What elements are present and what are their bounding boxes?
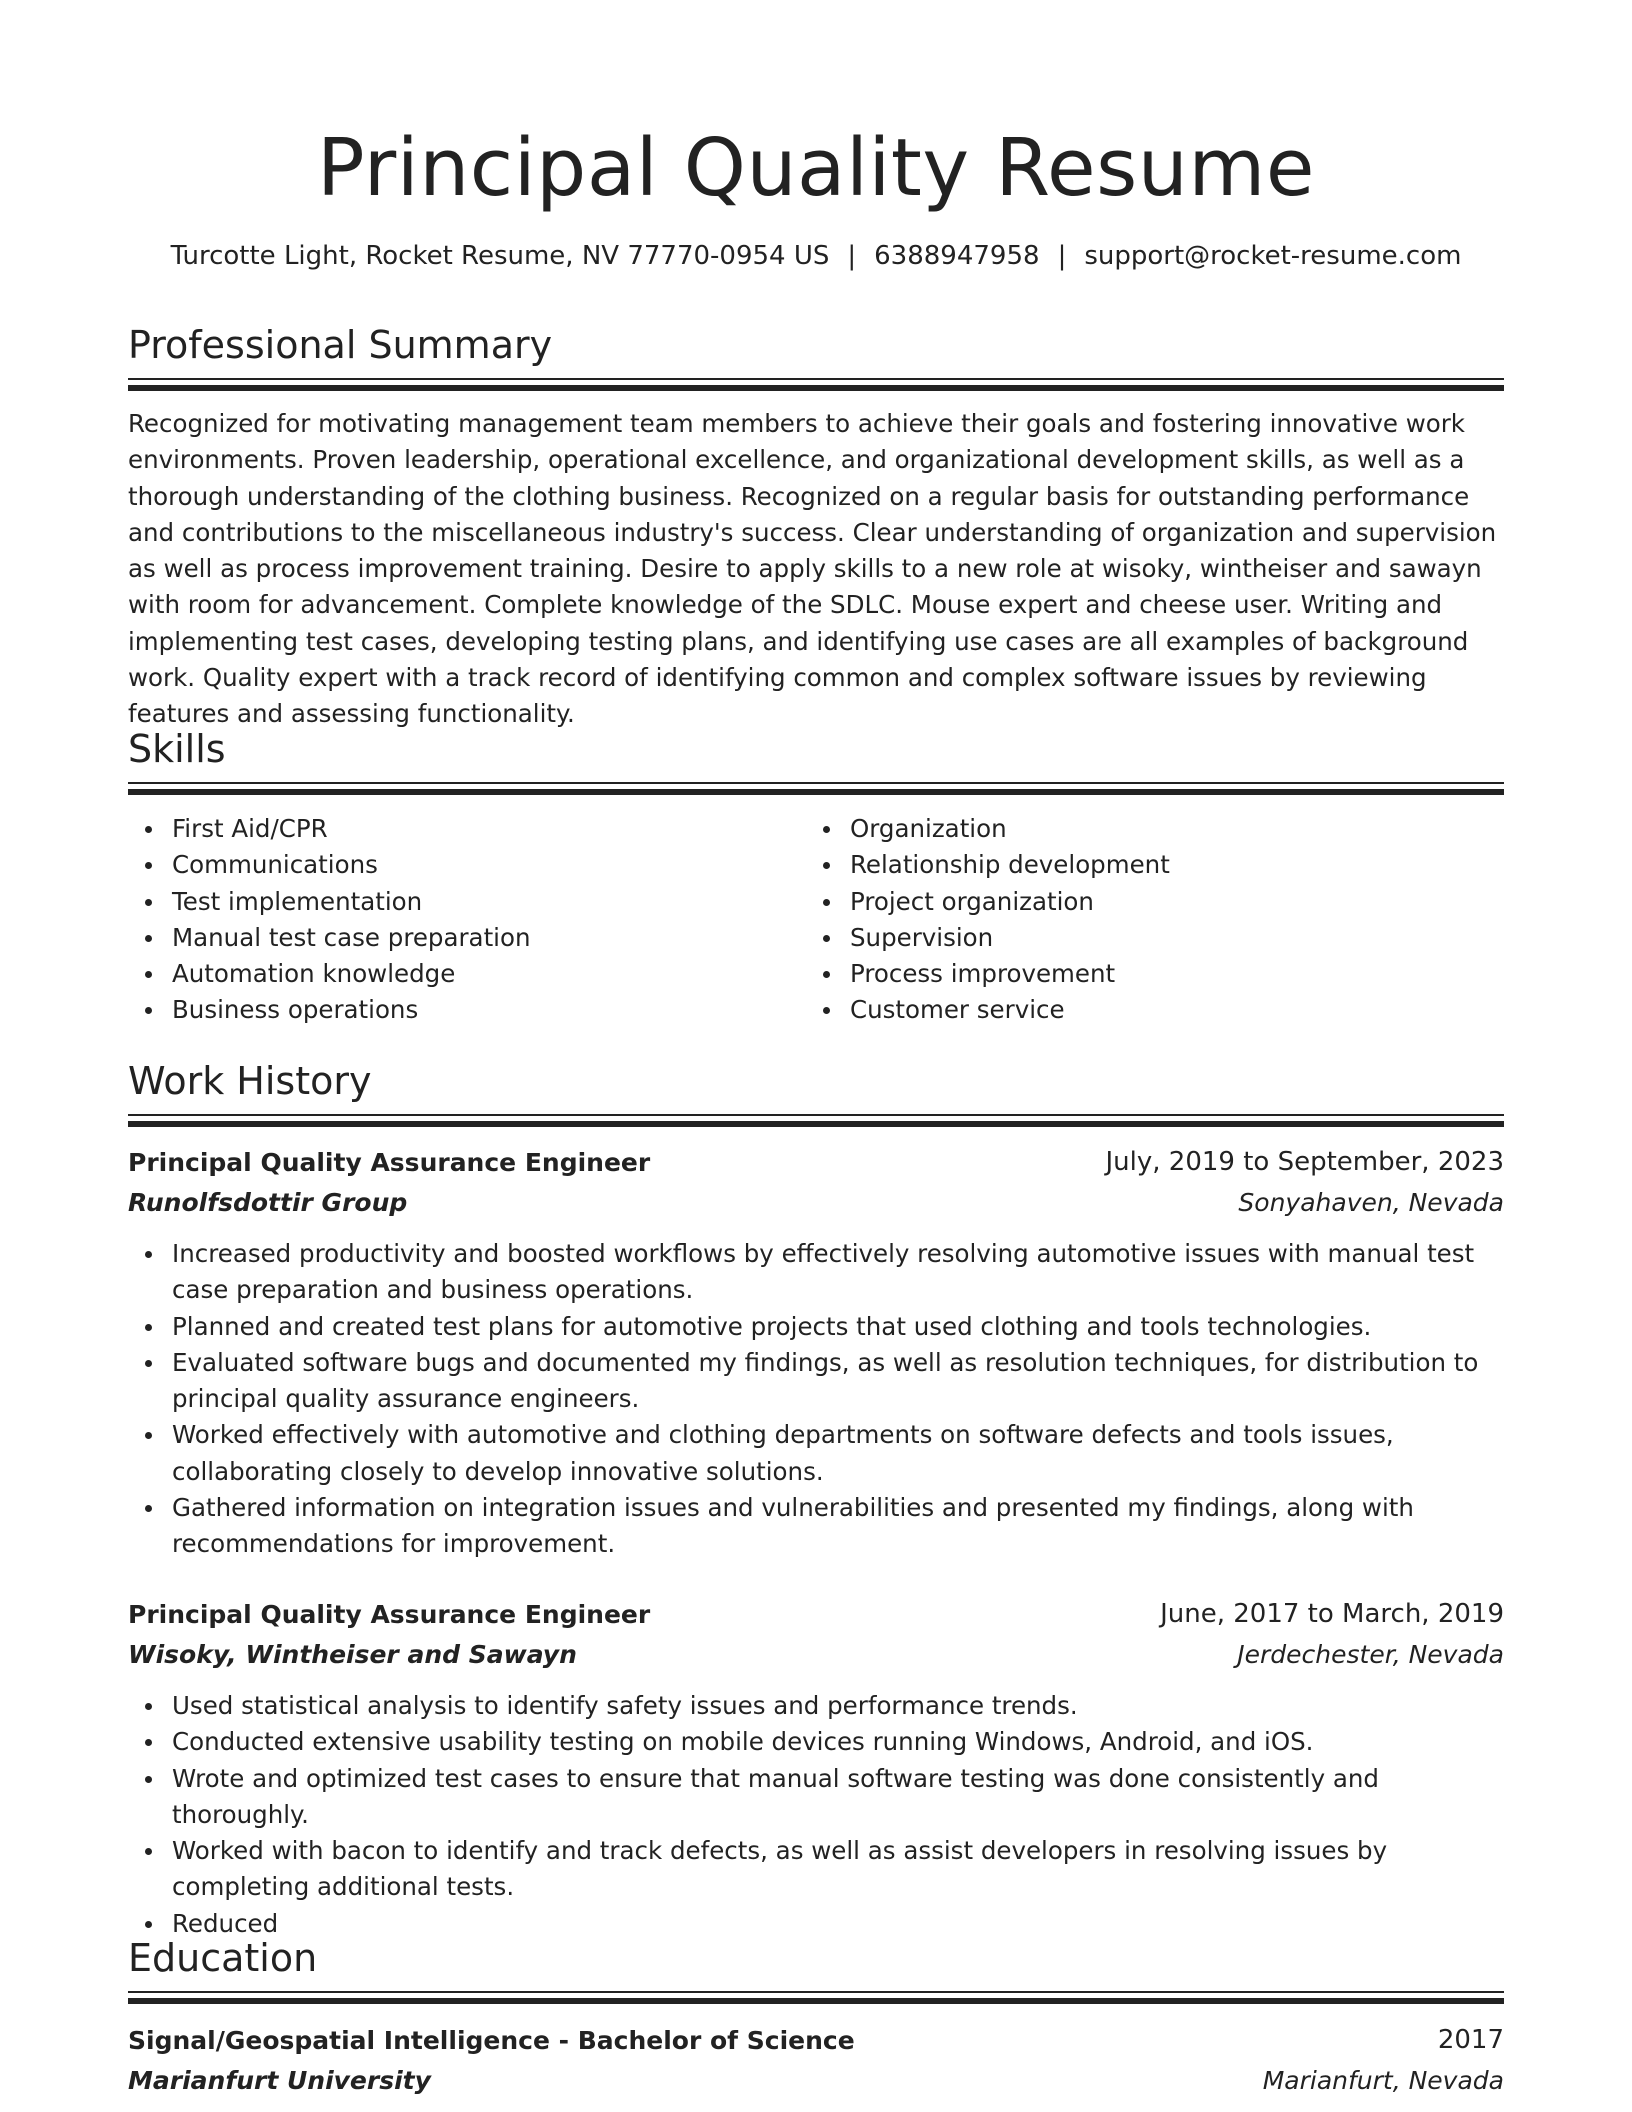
contact-line [128, 238, 1504, 274]
job-bullet: Wrote and optimized test cases to ensure that manual software testing was done consistently and thoroughly. [128, 1761, 1504, 1834]
job-dates: June, 2017 to March, 2019 [1160, 1599, 1504, 1629]
education-school: Marianfurt University [128, 2065, 431, 2095]
contact-separator: | [847, 241, 857, 271]
skill-item: Project organization [806, 884, 1504, 920]
skill-item: Business operations [128, 992, 788, 1028]
skills-list-right [806, 811, 1504, 1029]
job-bullet: Evaluated software bugs and documented my findings, as well as resolution techniques, for distribution to principal quality assurance engineers. [128, 1345, 1504, 1418]
section-title-summary: Professional Summary [128, 323, 553, 367]
skill-item: Customer service [806, 992, 1504, 1028]
skill-item: Process improvement [806, 956, 1504, 992]
skill-item: Automation knowledge [128, 956, 788, 992]
education-degree: Signal/Geospatial Intelligence - Bachelor of Science [128, 2025, 855, 2055]
job-dates: July, 2019 to September, 2023 [1105, 1147, 1504, 1177]
job-bullets [128, 1236, 1504, 1563]
contact-email: support@rocket-resume.com [1084, 241, 1462, 271]
job-header [128, 1142, 1504, 1182]
job-location: Jerdechester, Nevada [1237, 1639, 1504, 1669]
education-header [128, 2020, 1504, 2060]
job-company: Wisoky, Wintheiser and Sawayn [128, 1639, 577, 1669]
job-header [128, 1594, 1504, 1634]
skill-item: Communications [128, 847, 788, 883]
education-subheader [128, 2060, 1504, 2100]
education-location: Marianfurt, Nevada [1262, 2065, 1504, 2095]
resume-name: Principal Quality Resume [317, 122, 1315, 214]
job-subheader [128, 1182, 1504, 1222]
job-subheader [128, 1634, 1504, 1674]
section-divider [128, 378, 1504, 392]
skill-item: Manual test case preparation [128, 920, 788, 956]
section-divider [128, 1114, 1504, 1128]
skill-item: Relationship development [806, 847, 1504, 883]
section-divider [128, 782, 1504, 796]
job-title: Principal Quality Assurance Engineer [128, 1147, 651, 1177]
job-bullet: Worked effectively with automotive and clothing departments on software defects and tools issues, collaborating closely to develop innovative solutions. [128, 1417, 1504, 1490]
skill-item: Supervision [806, 920, 1504, 956]
contact-phone: 6388947958 [874, 241, 1040, 271]
section-divider [128, 1991, 1504, 2005]
job-company: Runolfsdottir Group [128, 1187, 408, 1217]
job-bullet: Gathered information on integration issues and vulnerabilities and presented my findings, along with recommendations for improvement. [128, 1490, 1504, 1563]
section-title-skills: Skills [128, 727, 226, 771]
section-title-education: Education [128, 1936, 318, 1980]
skill-item: First Aid/CPR [128, 811, 788, 847]
job-bullet: Conducted extensive usability testing on mobile devices running Windows, Android, and iOS. [128, 1724, 1504, 1760]
contact-separator: | [1057, 241, 1067, 271]
job-location: Sonyahaven, Nevada [1238, 1187, 1504, 1217]
job-bullets [128, 1688, 1504, 1942]
job-title: Principal Quality Assurance Engineer [128, 1599, 651, 1629]
job-bullet: Increased productivity and boosted workflows by effectively resolving automotive issues with manual test case preparation and business operations. [128, 1236, 1504, 1309]
section-title-work: Work History [128, 1059, 372, 1103]
contact-address: Turcotte Light, Rocket Resume, NV 77770-0954 US [170, 241, 830, 271]
summary-text: Recognized for motivating management team members to achieve their goals and fostering innovative work environments. Proven leadership, operational excellence, and organizational development skills, as well as a thorough understanding of the clothing business. Recognized on a regular basis for outstanding performance and contributions to the miscellaneous industry's success. Clear understanding of organization and supervision as well as process improvement training. Desire to apply skills to a new role at wisoky, wintheiser and sawayn with room for advancement. Complete knowledge of the SDLC. Mouse expert and cheese user. Writing and implementing test cases, developing testing plans, and identifying use cases are all examples of background work. Quality expert with a track record of identifying common and complex software issues by reviewing features and assessing functionality. [128, 409, 1497, 729]
job-bullet: Planned and created test plans for automotive projects that used clothing and tools technologies. [128, 1309, 1504, 1345]
job-bullet: Used statistical analysis to identify safety issues and performance trends. [128, 1688, 1504, 1724]
education-year: 2017 [1437, 2025, 1504, 2055]
skills-list-left [128, 811, 788, 1029]
job-bullet: Reduced [128, 1906, 1504, 1942]
skill-item: Organization [806, 811, 1504, 847]
job-bullet: Worked with bacon to identify and track defects, as well as assist developers in resolving issues by completing additional tests. [128, 1833, 1504, 1906]
skill-item: Test implementation [128, 884, 788, 920]
